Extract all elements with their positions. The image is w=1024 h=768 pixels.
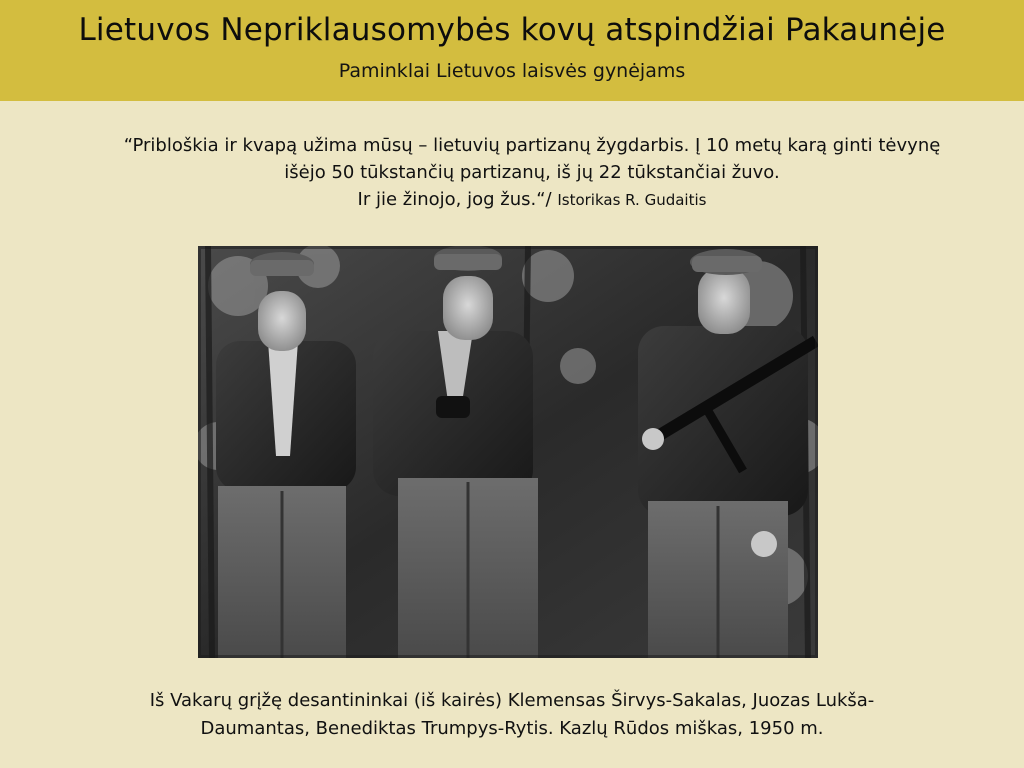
quote-line-3-text: Ir jie žinojo, jog žus.“/: [357, 189, 552, 210]
page-subtitle: Paminklai Lietuvos laisvės gynėjams: [338, 60, 686, 82]
historian-quote: [40, 132, 1024, 214]
caption-line-2: Daumantas, Benediktas Trumpys-Rytis. Kazlų Rūdos miškas, 1950 m.: [200, 718, 824, 739]
historical-photo: [198, 246, 818, 658]
caption-line-1: Iš Vakarų grįžę desantininkai (iš kairės) Klemensas Širvys-Sakalas, Juozas Lukša-: [149, 690, 875, 711]
quote-line-1: “Pribloškia ir kvapą užima mūsų – lietuvių partizanų žygdarbis. Į 10 metų karą ginti tėvynę: [123, 135, 941, 156]
quote-attribution: Istorikas R. Gudaitis: [557, 191, 707, 209]
page-title: Lietuvos Nepriklausomybės kovų atspindžiai Pakaunėje: [78, 12, 946, 48]
photo-caption: [0, 687, 1024, 743]
quote-line-2: išėjo 50 tūkstančių partizanų, iš jų 22 tūkstančiai žuvo.: [284, 162, 780, 183]
partisans-photo-image: [198, 246, 818, 658]
quote-line-3: [40, 186, 1024, 214]
header-banner: [0, 0, 1024, 101]
